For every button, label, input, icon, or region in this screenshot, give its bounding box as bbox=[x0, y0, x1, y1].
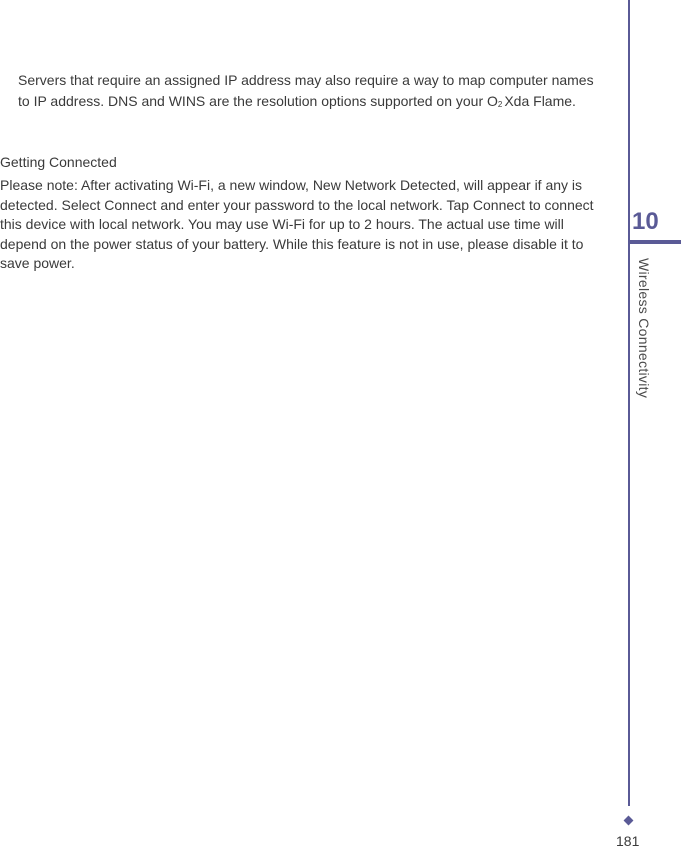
page-number: 181 bbox=[616, 833, 640, 849]
subscript-2: 2 bbox=[497, 99, 503, 109]
note-text-part-1: Servers that require an assigned IP address may also require a way to map computer names to IP address. DNS and WINS are the resolution options supported on your O bbox=[18, 72, 594, 109]
chapter-side-rule bbox=[628, 0, 630, 806]
chapter-tab-rule bbox=[628, 240, 681, 244]
section-heading: Getting Connected bbox=[0, 154, 117, 170]
chapter-title: Wireless Connectivity bbox=[636, 258, 652, 399]
note-paragraph bbox=[18, 70, 608, 115]
section-body-text: Please note: After activating Wi-Fi, a new window, New Network Detected, will appear if any is detected. Select Connect and enter your password to the local network. Tap Connect to connect this device with local network. You may use Wi-Fi for up to 2 hours. The actual use time will depend on the power status of your battery. While this feature is not in use, please disable it to save power. bbox=[0, 177, 594, 272]
diamond-icon bbox=[624, 816, 634, 826]
chapter-title-container bbox=[636, 258, 656, 428]
note-text-part-2: Xda Flame. bbox=[504, 92, 576, 109]
chapter-number: 10 bbox=[632, 208, 659, 235]
